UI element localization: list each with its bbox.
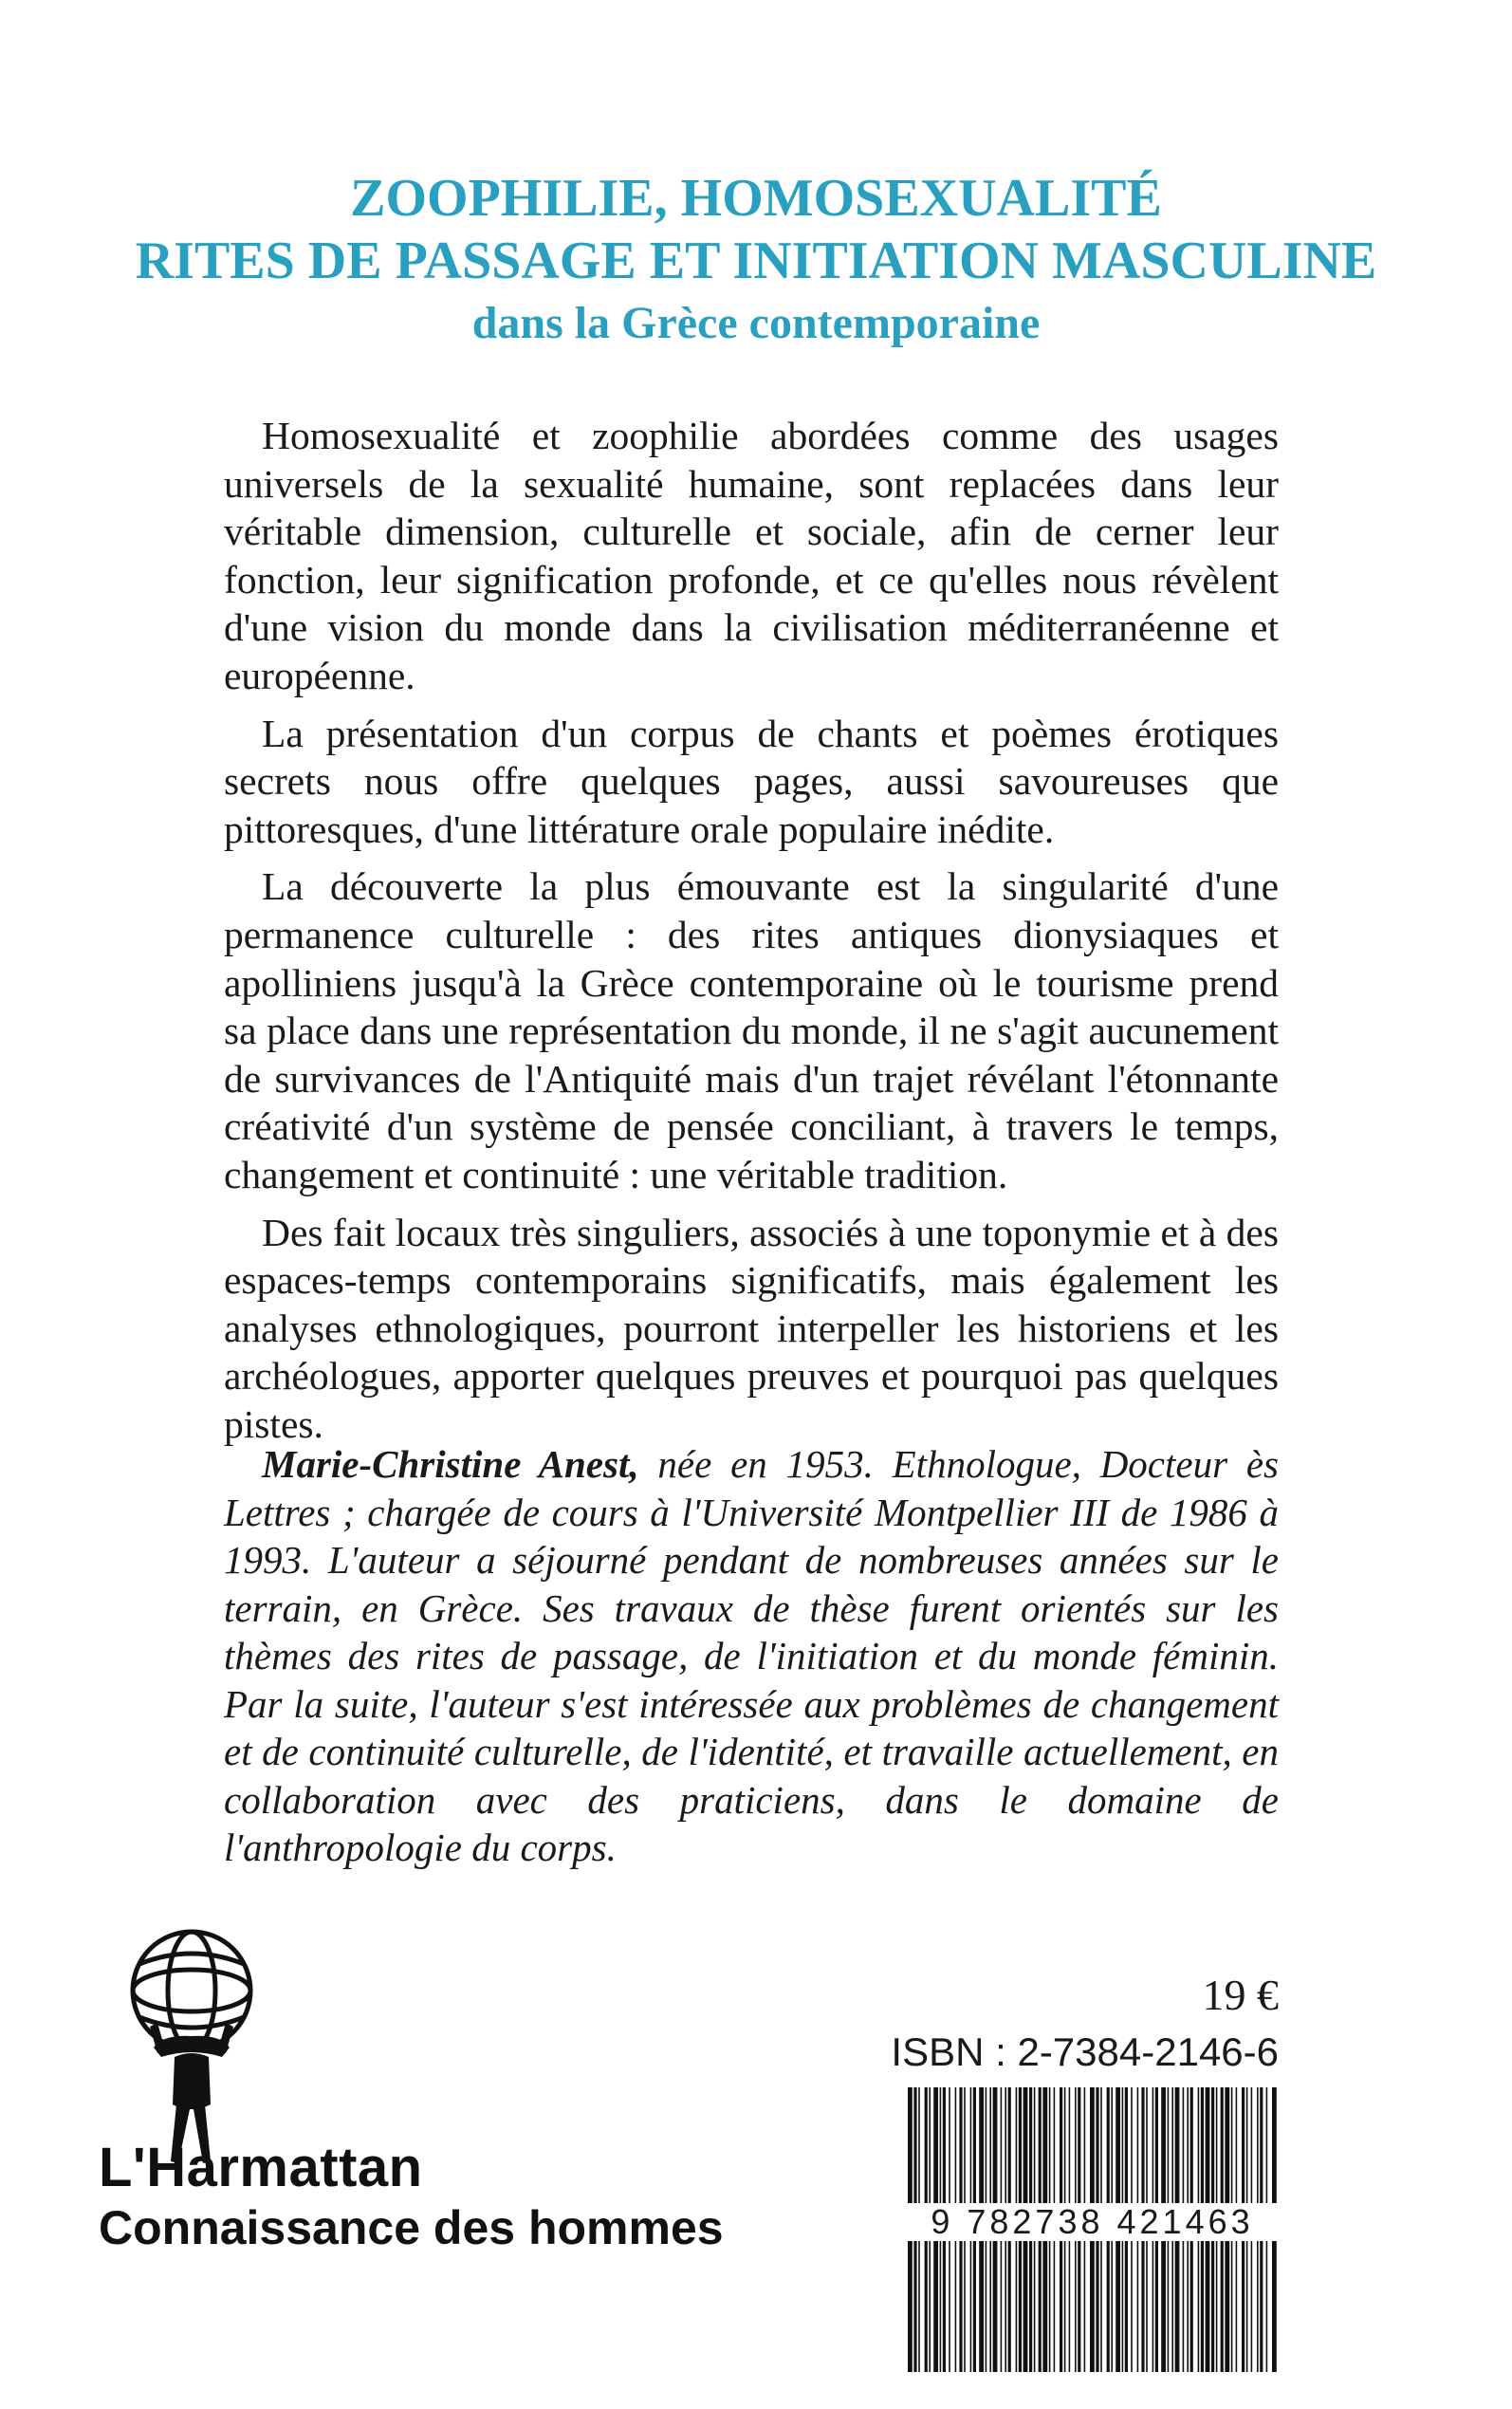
- title-line-2: RITES DE PASSAGE ET INITIATION MASCULINE: [135, 232, 1377, 290]
- author-description: née en 1953. Ethnologue, Docteur ès Lettres ; chargée de cours à l'Université Montpellier III de 1986 à 1993. L'auteur a séjourné pendant de nombreuses années sur le terrain, en Grèce. Ses travaux de thèse furent orientés sur les thèmes des rites de passage, de l'initiation et du monde féminin. Par la suite, l'auteur s'est intéressée aux problèmes de changement et de continuité culturelle, de l'identité, et travaille actuellement, en collaboration avec des praticiens, dans le domaine de l'anthropologie du corps.: [224, 1442, 1280, 1869]
- isbn: ISBN : 2-7384-2146-6: [891, 2029, 1279, 2074]
- barcode-digits: 9 782738 421463: [906, 2203, 1279, 2241]
- author-bio: [224, 1440, 1279, 1872]
- subtitle: dans la Grèce contemporaine: [471, 298, 1041, 348]
- blurb-paragraph: Homosexualité et zoophilie abordées comme des usages universels de la sexualité humaine, sont replacées dans leur véritable dimension, culturelle et sociale, afin de cerner leur fonction, leur signification profonde, et ce qu'elles nous révèlent d'une vision du monde dans la civilisation méditerranéenne et européenne.: [224, 414, 1279, 697]
- price: 19 €: [1202, 1971, 1279, 2019]
- blurb-paragraph: La présentation d'un corpus de chants et poèmes érotiques secrets nous offre quelques pages, aussi savoureuses que pittoresques, d'une littérature orale populaire inédite.: [224, 711, 1279, 851]
- publisher-name: L'Harmattan: [99, 2137, 423, 2198]
- blurb-paragraph: Des fait locaux très singuliers, associés à une toponymie et à des espaces-temps contemporains significatifs, mais également les analyses ethnologiques, pourront interpeller les historiens et les archéologues, apporter quelques preuves et pourquoi pas quelques pistes.: [224, 1210, 1279, 1446]
- title-line-1: ZOOPHILIE, HOMOSEXUALITÉ: [350, 169, 1162, 228]
- collection-name: Connaissance des hommes: [99, 2201, 724, 2254]
- book-title: [0, 167, 1512, 355]
- author-name: Marie-Christine Anest,: [262, 1442, 639, 1486]
- blurb-paragraph: La découverte la plus émouvante est la singularité d'une permanence culturelle : des rites antiques dionysiaques et apolliniens jusqu'à la Grèce contemporaine où le tourisme prend sa place dans une représentation du monde, il ne s'agit aucunement de survivances de l'Antiquité mais d'un trajet révélant l'étonnante créativité d'un système de pensée conciliant, à travers le temps, changement et continuité : une véritable tradition.: [224, 864, 1279, 1196]
- blurb: [224, 412, 1279, 1457]
